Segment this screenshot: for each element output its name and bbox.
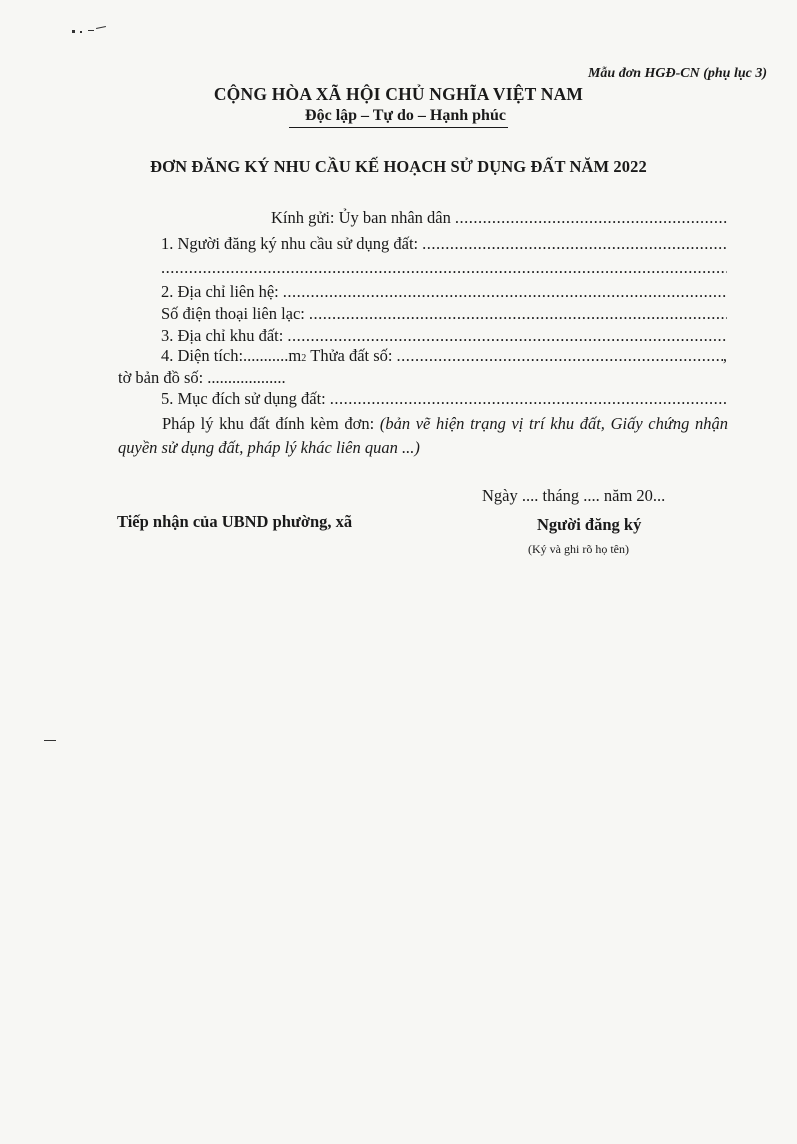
land-address-line[interactable] xyxy=(161,326,727,346)
contact-address-blank[interactable] xyxy=(283,282,727,302)
registrant-label: 1. Người đăng ký nhu cầu sử dụng đất: xyxy=(161,234,419,253)
registrant-line[interactable] xyxy=(161,234,727,254)
recipient-blank[interactable] xyxy=(455,208,727,228)
map-sheet-line[interactable] xyxy=(118,368,286,388)
sign-hint: (Ký và ghi rõ họ tên) xyxy=(528,542,629,556)
parcel-blank[interactable] xyxy=(397,346,723,366)
national-motto: Độc lập – Tự do – Hạnh phúc xyxy=(289,107,508,128)
phone-label: Số điện thoại liên lạc: xyxy=(161,304,305,323)
area-label: 4. Diện tích:...........m xyxy=(161,346,302,365)
registrant-title: Người đăng ký xyxy=(537,515,642,534)
legal-label: Pháp lý khu đất đính kèm đơn: xyxy=(162,414,375,433)
scan-speck xyxy=(44,740,56,741)
contact-address-label: 2. Địa chỉ liên hệ: xyxy=(161,282,279,301)
contact-address-line[interactable] xyxy=(161,282,727,302)
legal-note: (bản vẽ hiện trạng vị trí khu đất, Giấy chứng nhận quyền sử dụng đất, pháp lý khác liên quan ...) xyxy=(118,414,729,457)
recipient-label: Kính gửi: Ủy ban nhân dân xyxy=(271,208,451,227)
area-unit-superscript: 2 xyxy=(301,353,307,364)
motto-container xyxy=(0,107,797,128)
purpose-blank[interactable] xyxy=(330,389,727,409)
template-code: Mẫu đơn HGĐ-CN (phụ lục 3) xyxy=(587,66,767,81)
purpose-label: 5. Mục đích sử dụng đất: xyxy=(161,389,326,408)
parcel-label: Thửa đất số: xyxy=(310,346,393,365)
receipt-label: Tiếp nhận của UBND phường, xã xyxy=(117,512,353,531)
legal-paragraph xyxy=(118,412,728,460)
purpose-line[interactable] xyxy=(161,389,727,409)
scan-speck xyxy=(80,31,82,33)
scan-speck xyxy=(88,30,94,31)
national-title: CỘNG HÒA XÃ HỘI CHỦ NGHĨA VIỆT NAM xyxy=(213,84,584,104)
map-sheet-label: tờ bản đồ số: xyxy=(118,368,204,387)
scan-speck xyxy=(72,30,75,33)
map-sheet-blank[interactable]: ................... xyxy=(207,368,286,387)
parcel-suffix: , xyxy=(722,346,727,365)
area-line[interactable] xyxy=(161,346,727,366)
registrant-blank[interactable] xyxy=(422,234,727,254)
registrant-line-continued[interactable] xyxy=(161,258,727,278)
land-address-blank[interactable] xyxy=(287,326,727,346)
phone-line[interactable] xyxy=(161,304,727,324)
registrant-blank-2[interactable] xyxy=(161,258,727,278)
land-address-label: 3. Địa chỉ khu đất: xyxy=(161,326,284,345)
phone-blank[interactable] xyxy=(309,304,727,324)
form-title: ĐƠN ĐĂNG KÝ NHU CẦU KẾ HOẠCH SỬ DỤNG ĐẤT NĂM 2022 xyxy=(150,157,647,176)
recipient-line[interactable] xyxy=(271,208,727,228)
scan-speck xyxy=(96,26,106,29)
date-line[interactable]: Ngày .... tháng .... năm 20... xyxy=(482,486,666,505)
